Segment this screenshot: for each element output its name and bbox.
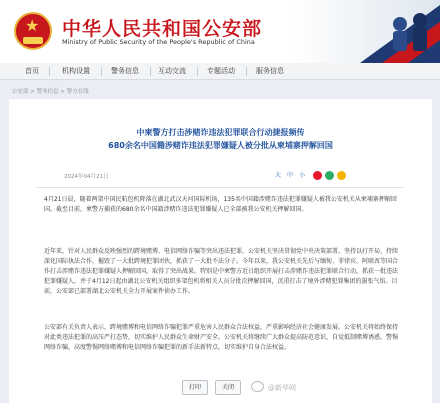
article-divider	[37, 187, 404, 188]
article-title: 中柬警方打击涉赌诈违法犯罪联合行动捷报频传	[136, 128, 305, 137]
watermark-text: @新华网	[268, 384, 296, 392]
font-size-small[interactable]: 小	[298, 172, 305, 179]
weibo-icon[interactable]	[313, 171, 322, 180]
qzone-icon[interactable]	[337, 171, 346, 180]
font-size-large[interactable]: 大	[274, 172, 281, 179]
font-size-medium[interactable]: 中	[286, 172, 293, 179]
nav-item-police-info[interactable]: 警务信息	[111, 67, 139, 75]
nav-item-services[interactable]: 服务信息	[256, 67, 284, 75]
main-nav	[0, 63, 440, 80]
article-subtitle: 680余名中国籍涉赌诈违法犯罪嫌疑人被分批从柬埔寨押解回国	[108, 141, 333, 150]
nav-divider	[49, 67, 50, 76]
article-paragraph: 公安部有关负责人表示，跨境赌博和电信网络诈骗犯罪严重危害人民群众合法权益，严重影响经济社会健康发展。公安机关将始终保持对此类违法犯罪的高压严打态势，切实维护人民群众生命财产安全。公安机关将继续广大群众提高防范意识，自觉抵制赌博诱惑，警惕网络诈骗，高度警惕网络赌博和电信网络诈骗犯罪的新手法新特点，切实维护自身合法权益。	[44, 324, 399, 351]
wechat-icon[interactable]	[325, 171, 334, 180]
nav-item-special-topics[interactable]: 专题活动	[207, 67, 235, 75]
nav-item-home[interactable]: 首页	[25, 67, 39, 75]
article-card	[9, 99, 432, 403]
site-title[interactable]: 中华人民共和国公安部	[62, 18, 263, 40]
article-paragraph: 近年来，针对人民群众反映强烈的跨境赌博、电信网络诈骗等突出违法犯罪，公安机关坚决贯彻党中央决策部署，坚持以打开局、持续深化国际执法合作，摧毁了一大批跨境犯罪团伙，抓获了一大批不法分子。今年以来，我公安机关先后与缅甸、菲律宾、阿联酋等国合作打击涉赌诈违法犯罪嫌疑人押解回国，取得了突出战果。特别是中柬警方近日组织开展打击涉赌诈违法犯罪联合行动，抓获一批违法犯罪嫌疑人，并于4月12日起由湖北公安机关组织多架包机将相关人员分批次押解回国，沉重打击了境外涉赌犯罪集团的嚣张气焰。目前，公安部已部署湖北公安机关全力开展案件侦办工作。	[44, 248, 399, 295]
close-button[interactable]: 关闭	[215, 380, 241, 395]
site-header	[0, 0, 440, 63]
nav-divider	[197, 67, 198, 76]
nav-divider	[246, 67, 247, 76]
nav-item-organization[interactable]: 机构设置	[62, 67, 90, 75]
nav-divider	[101, 67, 102, 76]
header-decoration	[290, 0, 440, 63]
nav-divider	[150, 67, 151, 76]
print-button[interactable]: 打印	[182, 380, 208, 395]
national-emblem-icon: ★	[14, 12, 52, 50]
nav-item-interaction[interactable]: 互动交流	[158, 67, 186, 75]
article-date: 2024年04月21日	[64, 174, 109, 180]
site-subtitle: Ministry of Public Security of the People's Republic of China	[62, 38, 255, 46]
article-paragraph: 4月21日晨，随着两架中国民航包机降落在湖北武汉天河国际机场，135名中国籍涉赌诈违法犯罪嫌疑人被我公安机关从柬埔寨押解回国。截至目前，柬警方捕获的680余名中国籍涉赌诈违法犯罪嫌疑人已全部被我公安机关押解回国。	[44, 196, 397, 213]
xinhua-watermark-icon	[251, 381, 264, 392]
breadcrumb: 公安部 > 警务信息 > 警方在线	[12, 89, 89, 95]
